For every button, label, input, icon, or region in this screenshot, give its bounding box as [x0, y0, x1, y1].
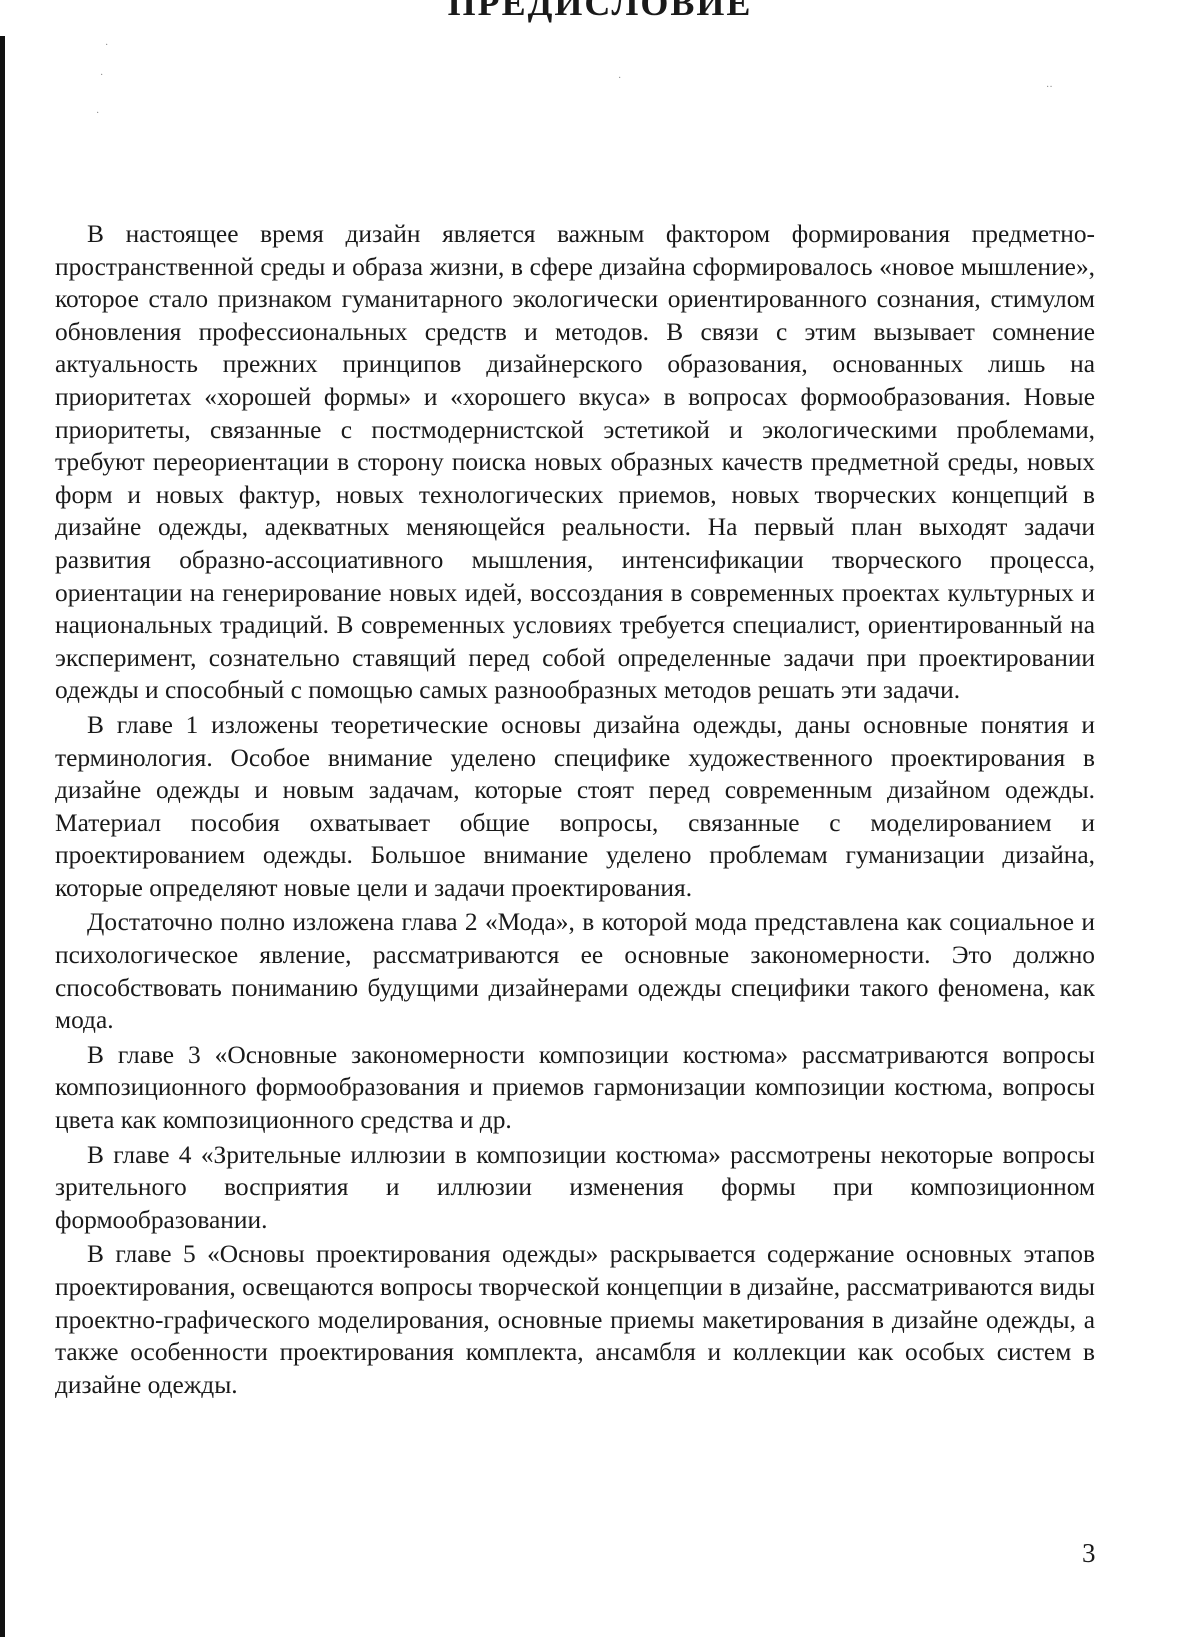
paragraph: Достаточно полно изложена глава 2 «Мода», в которой мода представлена как социальное и психологическое явление, рассматриваются ее основные закономерности. Это должно способствовать пониманию будущими дизайнерами одежды специфики такого феномена, как мода. [55, 906, 1095, 1036]
scan-edge [0, 36, 5, 1637]
scan-speck: · [100, 70, 103, 81]
scan-speck: · [105, 40, 108, 51]
paragraph: В главе 1 изложены теоретические основы дизайна одежды, даны основные понятия и терминология. Особое внимание уделено специфике художественного проектирования в дизайне одежды и новым задачам, которые стоят перед современным дизайном одежды. Материал пособия охватывает общие вопросы, связанные с моделированием и проектированием одежды. Большое внимание уделено проблемам гуманизации дизайна, которые определяют новые цели и задачи проектирования. [55, 709, 1095, 905]
page-title: ПРЕДИСЛОВИЕ [0, 0, 1200, 24]
scan-speck: ·· [1046, 82, 1053, 93]
page-number: 3 [1082, 1538, 1096, 1569]
scan-speck: · [96, 108, 99, 119]
scan-speck: · [618, 73, 621, 84]
paragraph: В главе 4 «Зрительные иллюзии в композиции костюма» рассмотрены некоторые вопросы зрительного восприятия и иллюзии изменения формы при композиционном формообразовании. [55, 1139, 1095, 1237]
preface-body [55, 218, 1095, 1403]
paragraph: В настоящее время дизайн является важным фактором формирования предметно-пространственной среды и образа жизни, в сфере дизайна сформировалось «новое мышление», которое стало признаком гуманитарного экологически ориентированного сознания, стимулом обновления профессиональных средств и методов. В связи с этим вызывает сомнение актуальность прежних принципов дизайнерского образования, основанных лишь на приоритетах «хорошей формы» и «хорошего вкуса» в вопросах формообразования. Новые приоритеты, связанные с постмодернистской эстетикой и экологическими проблемами, требуют переориентации в сторону поиска новых образных качеств предметной среды, новых форм и новых фактур, новых технологических приемов, новых творческих концепций в дизайне одежды, адекватных меняющейся реальности. На первый план выходят задачи развития образно-ассоциативного мышления, интенсификации творческого процесса, ориентации на генерирование новых идей, воссоздания в современных проектах культурных и национальных традиций. В современных условиях требуется специалист, ориентированный на эксперимент, сознательно ставящий перед собой определенные задачи при проектировании одежды и способный с помощью самых разнообразных методов решать эти задачи. [55, 218, 1095, 707]
paragraph: В главе 3 «Основные закономерности композиции костюма» рассматриваются вопросы композиционного формообразования и приемов гармонизации композиции костюма, вопросы цвета как композиционного средства и др. [55, 1039, 1095, 1137]
paragraph: В главе 5 «Основы проектирования одежды» раскрывается содержание основных этапов проектирования, освещаются вопросы творческой концепции в дизайне, рассматриваются виды проектно-графического моделирования, основные приемы макетирования в дизайне одежды, а также особенности проектирования комплекта, ансамбля и коллекции как особых систем в дизайне одежды. [55, 1238, 1095, 1401]
